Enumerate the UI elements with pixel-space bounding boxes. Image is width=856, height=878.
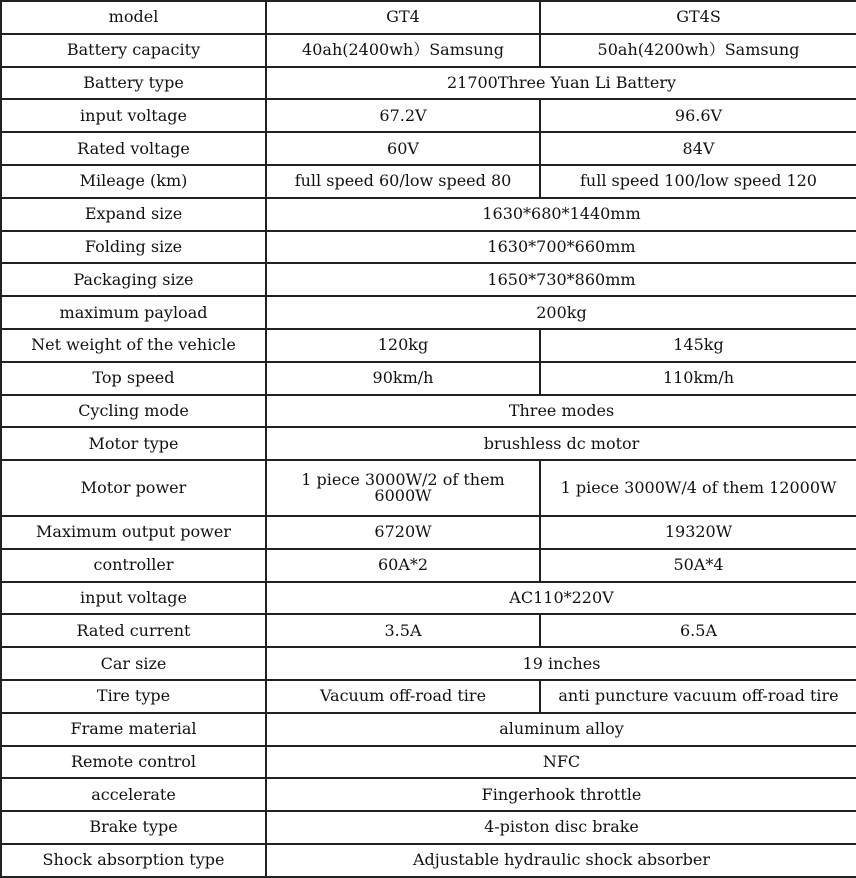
row-label: Battery type	[1, 67, 266, 100]
row-label: maximum payload	[1, 296, 266, 329]
table-row	[1, 582, 856, 615]
gt4s-value: 145kg	[540, 329, 856, 362]
table-row	[1, 263, 856, 296]
shared-value: Fingerhook throttle	[266, 778, 856, 811]
table-row	[1, 1, 856, 34]
table-row	[1, 395, 856, 428]
row-label: Motor type	[1, 427, 266, 460]
gt4s-value: 50A*4	[540, 549, 856, 582]
table-row	[1, 549, 856, 582]
gt4-value: 60A*2	[266, 549, 540, 582]
gt4s-value: 50ah(4200wh）Samsung	[540, 34, 856, 67]
row-label: Car size	[1, 647, 266, 680]
row-label: model	[1, 1, 266, 34]
table-row	[1, 198, 856, 231]
gt4-value: 90km/h	[266, 362, 540, 395]
table-row	[1, 231, 856, 264]
row-label: Folding size	[1, 231, 266, 264]
table-row	[1, 362, 856, 395]
table-row	[1, 778, 856, 811]
gt4s-value: 6.5A	[540, 614, 856, 647]
row-label: input voltage	[1, 582, 266, 615]
shared-value: 21700Three Yuan Li Battery	[266, 67, 856, 100]
row-label: Frame material	[1, 713, 266, 746]
table-row	[1, 34, 856, 67]
row-label: Battery capacity	[1, 34, 266, 67]
table-row	[1, 132, 856, 165]
gt4s-value: 1 piece 3000W/4 of them 12000W	[540, 460, 856, 516]
gt4-value: Vacuum off-road tire	[266, 680, 540, 713]
gt4-value: 6720W	[266, 516, 540, 549]
row-label: Net weight of the vehicle	[1, 329, 266, 362]
row-label: Maximum output power	[1, 516, 266, 549]
shared-value: Adjustable hydraulic shock absorber	[266, 844, 856, 877]
row-label: Packaging size	[1, 263, 266, 296]
table-row	[1, 713, 856, 746]
shared-value: Three modes	[266, 395, 856, 428]
shared-value: NFC	[266, 746, 856, 779]
row-label: Rated voltage	[1, 132, 266, 165]
row-label: Top speed	[1, 362, 266, 395]
gt4s-value: 96.6V	[540, 99, 856, 132]
shared-value: 19 inches	[266, 647, 856, 680]
shared-value: 4-piston disc brake	[266, 811, 856, 844]
table-row	[1, 844, 856, 877]
row-label: Brake type	[1, 811, 266, 844]
spec-table-body	[1, 1, 856, 877]
gt4-value: 60V	[266, 132, 540, 165]
shared-value: aluminum alloy	[266, 713, 856, 746]
table-row	[1, 67, 856, 100]
row-label: Rated current	[1, 614, 266, 647]
shared-value: AC110*220V	[266, 582, 856, 615]
table-row	[1, 746, 856, 779]
table-row	[1, 614, 856, 647]
gt4s-value: 84V	[540, 132, 856, 165]
gt4s-value: 19320W	[540, 516, 856, 549]
row-label: input voltage	[1, 99, 266, 132]
shared-value: 1650*730*860mm	[266, 263, 856, 296]
gt4-value: 3.5A	[266, 614, 540, 647]
row-label: controller	[1, 549, 266, 582]
row-label: Expand size	[1, 198, 266, 231]
table-row	[1, 427, 856, 460]
table-row	[1, 329, 856, 362]
shared-value: brushless dc motor	[266, 427, 856, 460]
row-label: Mileage (km)	[1, 165, 266, 198]
table-row	[1, 99, 856, 132]
shared-value: 1630*700*660mm	[266, 231, 856, 264]
table-row	[1, 680, 856, 713]
gt4-value: GT4	[266, 1, 540, 34]
gt4-value: 1 piece 3000W/2 of them 6000W	[266, 460, 540, 516]
row-label: Motor power	[1, 460, 266, 516]
gt4s-value: GT4S	[540, 1, 856, 34]
gt4s-value: anti puncture vacuum off-road tire	[540, 680, 856, 713]
gt4s-value: 110km/h	[540, 362, 856, 395]
row-label: Shock absorption type	[1, 844, 266, 877]
shared-value: 200kg	[266, 296, 856, 329]
row-label: Cycling mode	[1, 395, 266, 428]
gt4s-value: full speed 100/low speed 120	[540, 165, 856, 198]
table-row	[1, 165, 856, 198]
gt4-value: full speed 60/low speed 80	[266, 165, 540, 198]
row-label: accelerate	[1, 778, 266, 811]
gt4-value: 120kg	[266, 329, 540, 362]
table-row	[1, 296, 856, 329]
row-label: Remote control	[1, 746, 266, 779]
shared-value: 1630*680*1440mm	[266, 198, 856, 231]
gt4-value: 67.2V	[266, 99, 540, 132]
gt4-value: 40ah(2400wh）Samsung	[266, 34, 540, 67]
table-row	[1, 647, 856, 680]
row-label: Tire type	[1, 680, 266, 713]
table-row	[1, 811, 856, 844]
table-row	[1, 460, 856, 516]
table-row	[1, 516, 856, 549]
